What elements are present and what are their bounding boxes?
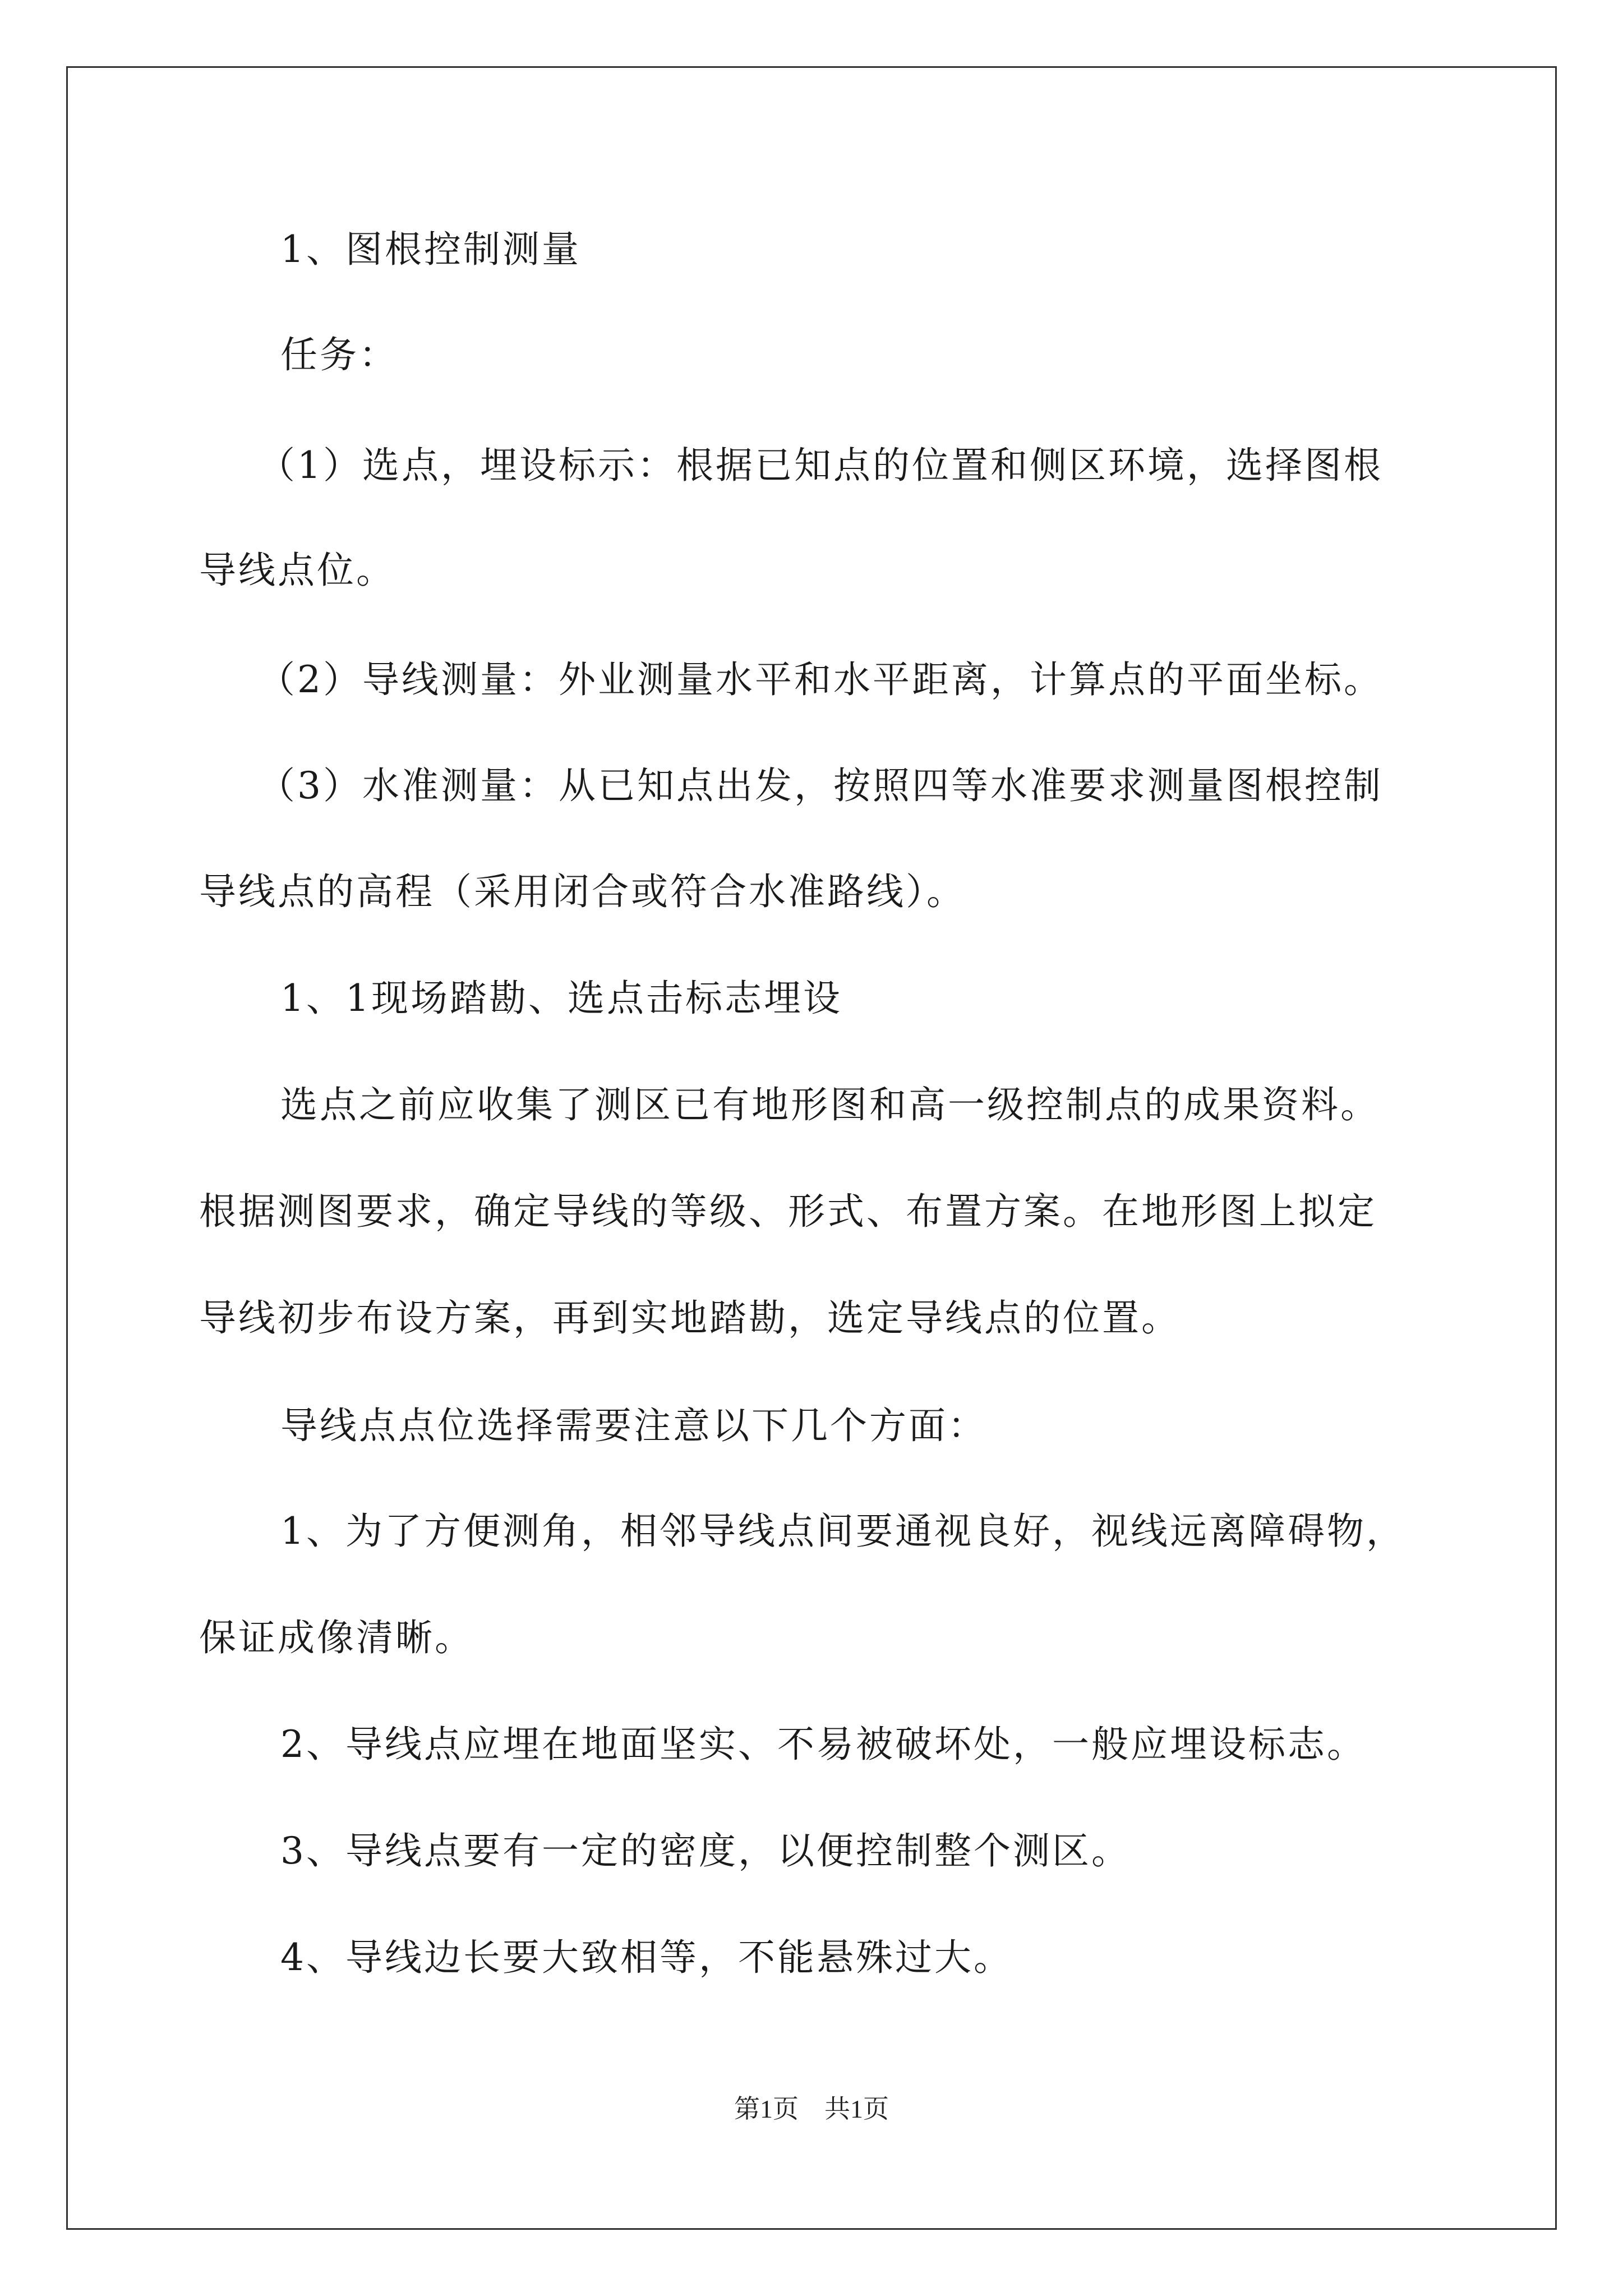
paragraph-line: 保证成像清晰。 [199,1616,474,1659]
page-number-footer: 第1页 共1页 [734,2095,889,2123]
paragraph-line: 根据测图要求，确定导线的等级、形式、布置方案。在地形图上拟定 [199,1190,1377,1233]
paragraph-line: 导线点的高程（采用闭合或符合水准路线）。 [199,870,966,913]
page-border [66,66,1557,2230]
paragraph-line: （1）选点，埋设标示：根据已知点的位置和侧区环境，选择图根 [258,444,1383,487]
list-item: 3、导线点要有一定的密度，以便控制整个测区。 [280,1829,1131,1872]
subsection-heading: 1、1现场踏勘、选点击标志埋设 [280,977,842,1020]
section-heading: 1、图根控制测量 [280,228,581,271]
list-item: 2、导线点应埋在地面坚实、不易被破坏处，一般应埋设标志。 [280,1723,1366,1766]
list-item: 1、为了方便测角，相邻导线点间要通视良好，视线远离障碍物， [280,1510,1405,1553]
paragraph-line: 选点之前应收集了测区已有地形图和高一级控制点的成果资料。 [280,1083,1380,1126]
paragraph-line: 导线点点位选择需要注意以下几个方面： [280,1404,987,1447]
paragraph-line: （3）水准测量：从已知点出发，按照四等水准要求测量图根控制 [258,764,1383,807]
list-item: 4、导线边长要大致相等，不能悬殊过大。 [280,1936,1013,1979]
task-label: 任务： [280,333,398,376]
paragraph-line: 导线初步布设方案，再到实地踏勘，选定导线点的位置。 [199,1296,1181,1340]
paragraph-line: 导线点位。 [199,549,395,592]
paragraph-line: （2）导线测量：外业测量水平和水平距离，计算点的平面坐标。 [258,658,1383,701]
